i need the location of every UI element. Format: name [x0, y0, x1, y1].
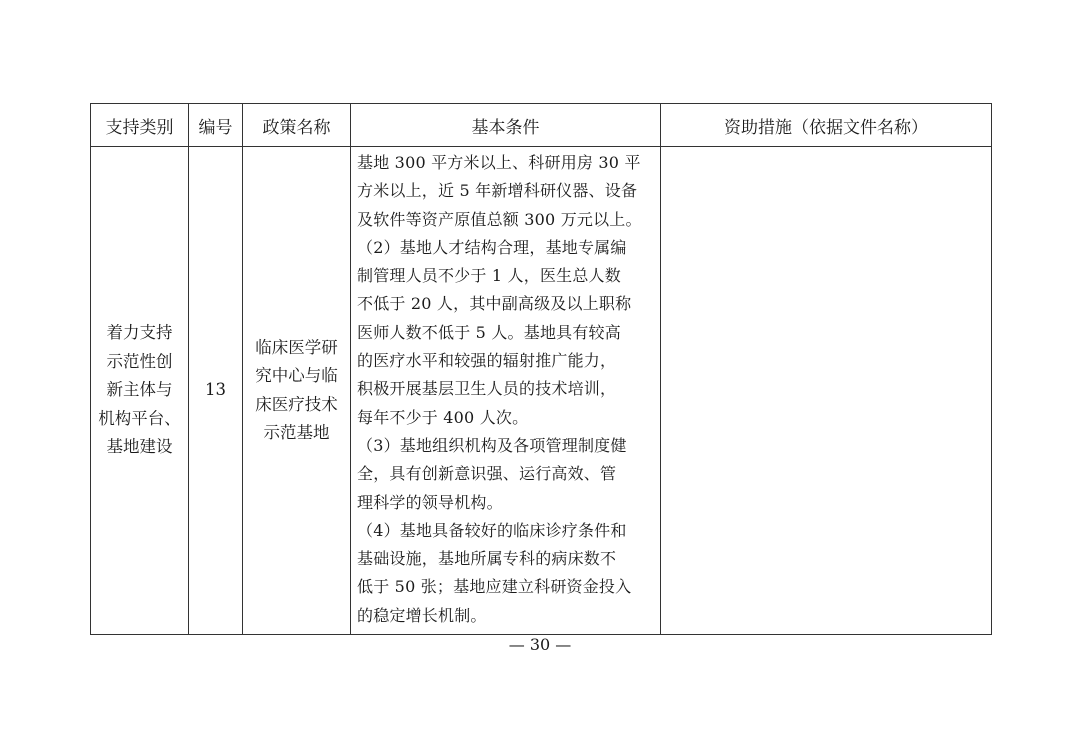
table-header-row	[91, 104, 992, 147]
header-number: 编号	[189, 104, 243, 147]
policy-name-cell	[243, 147, 351, 635]
condition-line: 每年不少于 400 人次。	[357, 407, 529, 427]
policy-name-line: 临床医学研	[255, 337, 338, 357]
condition-line: 积极开展基层卫生人员的技术培训，	[357, 379, 617, 399]
category-line: 着力支持	[106, 323, 173, 343]
condition-line: 的医疗水平和较强的辐射推广能力，	[357, 351, 617, 371]
funding-measures-cell	[661, 147, 992, 635]
policy-name-line: 究中心与临	[255, 366, 338, 385]
condition-line: 理科学的领导机构。	[357, 492, 503, 512]
policy-name-line: 床医疗技术	[255, 394, 338, 414]
category-line: 示范性创	[106, 351, 173, 371]
header-policy-name: 政策名称	[243, 104, 351, 147]
condition-line: （4）基地具备较好的临床诊疗条件和	[357, 520, 627, 540]
condition-line: （3）基地组织机构及各项管理制度健	[357, 435, 627, 455]
condition-line: 的稳定增长机制。	[357, 605, 487, 625]
category-cell	[91, 147, 189, 635]
condition-line: 医师人数不低于 5 人。基地具有较高	[357, 322, 621, 342]
category-line: 机构平台、	[98, 408, 181, 428]
condition-line: 及软件等资产原值总额 300 万元以上。	[357, 209, 642, 229]
number-cell: 13	[189, 147, 243, 635]
condition-line: 方米以上，近 5 年新增科研仪器、设备	[357, 181, 638, 201]
header-funding-measures: 资助措施（依据文件名称）	[661, 104, 992, 147]
header-category: 支持类别	[91, 104, 189, 147]
condition-line: 全，具有创新意识强、运行高效、管	[357, 464, 617, 484]
page-number: — 30 —	[508, 635, 572, 654]
condition-line: （2）基地人才结构合理，基地专属编	[357, 237, 627, 257]
condition-line: 不低于 20 人，其中副高级及以上职称	[357, 294, 632, 314]
policy-name-line: 示范基地	[263, 423, 330, 442]
conditions-cell	[351, 147, 661, 635]
condition-line: 低于 50 张；基地应建立科研资金投入	[357, 577, 632, 597]
condition-line: 制管理人员不少于 1 人，医生总人数	[357, 266, 621, 286]
table-row	[91, 147, 992, 635]
condition-line: 基础设施，基地所属专科的病床数不	[357, 549, 617, 569]
category-line: 新主体与	[106, 380, 173, 400]
header-conditions: 基本条件	[351, 104, 661, 147]
condition-line: 基地 300 平方米以上、科研用房 30 平	[357, 153, 641, 172]
policy-table	[90, 103, 992, 635]
category-line: 基地建设	[106, 437, 173, 457]
